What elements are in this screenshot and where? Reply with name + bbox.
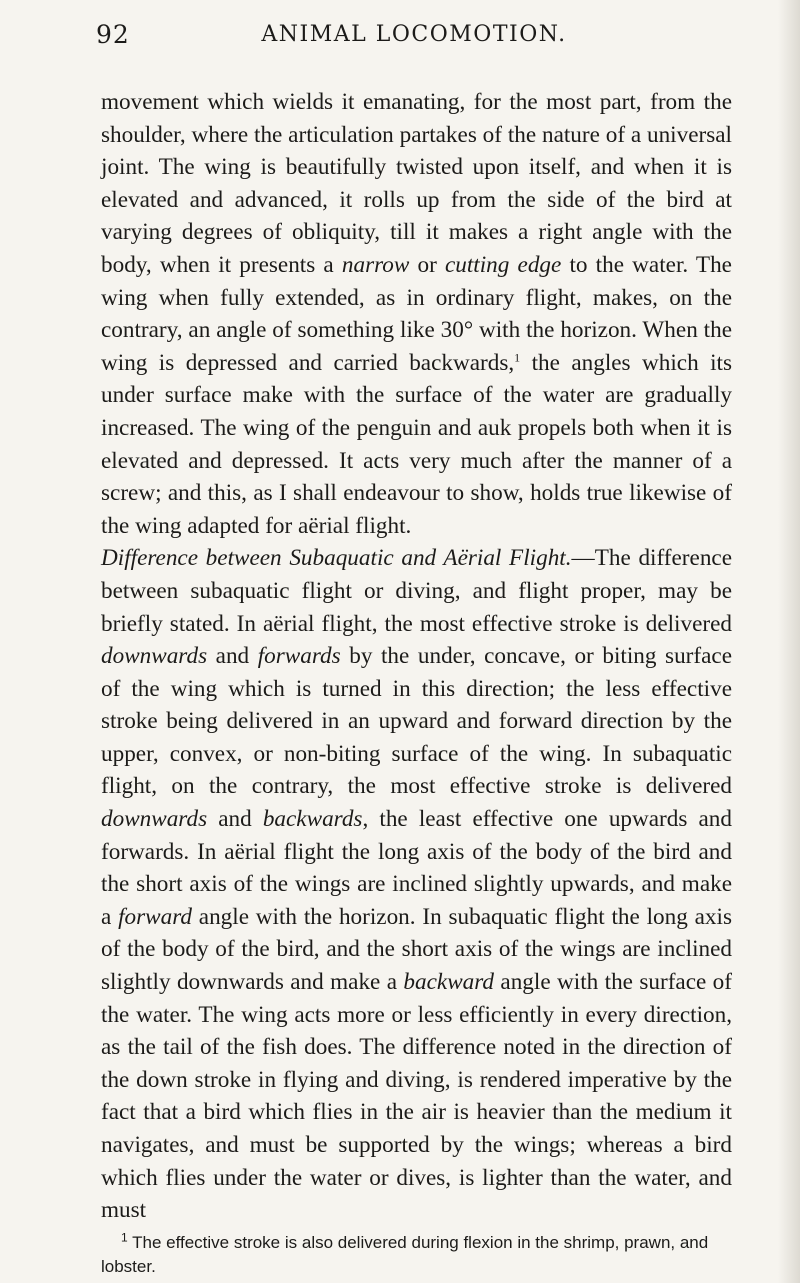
footnote-text: The effective stroke is also delivered during flexion in the shrimp, prawn, and lobster.	[101, 1233, 709, 1276]
footnote	[101, 1231, 732, 1279]
italic-term: narrow	[341, 251, 410, 278]
italic-term: forwards	[257, 643, 341, 670]
footnote-reference: 1	[514, 350, 521, 365]
text-run: or	[409, 251, 445, 278]
section-run-in-heading: Difference between Subaquatic and Aërial Flight.	[101, 545, 572, 572]
text-run: angle with the surface of the water. The wing acts more or less efficiently in every direction, as the tail of the fish does. The difference noted in the direction of the down stroke in flying and diving, is rendered imperative by the fact that a bird which flies in the air is heavier than the medium it navigates, and must be supported by the wings; whereas a bird which flies under the water or dives, is lighter than the water, and must	[101, 969, 732, 1224]
paragraph-1	[101, 86, 732, 542]
text-run: by the under, concave, or biting surface of the wing which is turned in this direction; the less effective stroke being delivered in an upward and forward direction by the upper, convex, or non-biting surface of the wing. In subaquatic flight, on the contrary, the most effective stroke is delivered	[101, 643, 732, 800]
running-head: ANIMAL LOCOMOTION.	[261, 22, 567, 47]
italic-term: downwards	[101, 643, 208, 670]
text-run: movement which wields it emanating, for the most part, from the shoulder, where the articulation partakes of the nature of a universal joint. The wing is beautifully twisted upon itself, and when it is elevated and advanced, it rolls up from the side of the bird at varying degrees of obliquity, till it makes a right angle with the body, when it presents a	[101, 89, 732, 278]
italic-term: forward	[118, 903, 192, 930]
text-run: angle with the horizon. In subaquatic flight the long axis of the body of the bird, and the short axis of the wings are inclined slightly downwards and make a	[101, 903, 732, 996]
text-run: and	[207, 643, 258, 670]
text-run: and	[207, 806, 263, 833]
paragraph-2	[101, 542, 732, 1226]
text-run: the angles which its under surface make with the surface of the water are gradually increased. The wing of the penguin and auk propels both when it is elevated and depressed. It acts very much after the manner of a screw; and this, as I shall endeavour to show, holds true likewise of the wing adapted for aërial flight.	[101, 349, 733, 539]
text-run: to the water. The wing when fully extended, as in ordinary flight, makes, on the contrary, an angle of something like 30° with the horizon. When the wing is depressed and carried backwards,	[101, 251, 732, 376]
italic-term: backwards	[262, 806, 363, 833]
page-number: 92	[96, 20, 130, 49]
page-header	[96, 16, 732, 56]
page-edge-shadow	[778, 0, 800, 1283]
italic-term: cutting edge	[444, 251, 562, 278]
text-run: , the least effective one upwards and forwards. In aërial flight the long axis of the body of the bird and the short axis of the wings are inclined slightly upwards, and make a	[101, 806, 732, 930]
footnote-mark: 1	[121, 1230, 128, 1245]
italic-term: downwards	[101, 806, 208, 833]
text-run: —The difference between subaquatic flight or diving, and flight proper, may be briefly stated. In aërial flight, the most effective stroke is delivered	[101, 545, 732, 637]
italic-term: backward	[403, 969, 495, 996]
body-text	[101, 86, 732, 1227]
